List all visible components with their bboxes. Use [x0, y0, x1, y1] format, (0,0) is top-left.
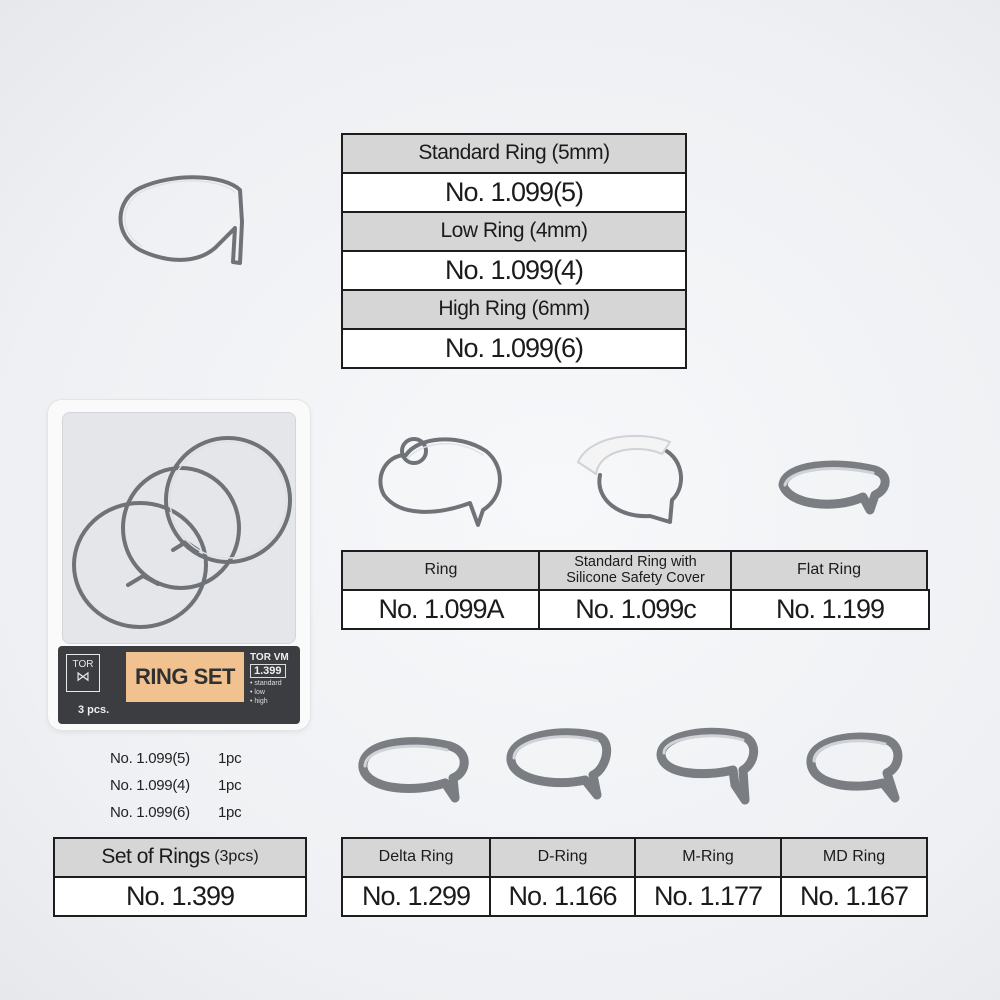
package-option-standard: • standard: [250, 680, 282, 687]
high-ring-name: High Ring (6mm): [341, 289, 687, 330]
package-count: 3 pcs.: [78, 704, 110, 716]
list-item: No. 1.099(5) 1pc: [110, 750, 242, 767]
m-ring-name: M-Ring: [634, 837, 782, 878]
ring-1099a-name: Ring: [341, 550, 541, 591]
standard-ring-code: No. 1.099(5): [341, 172, 687, 213]
tor-logo: TOR ⋈: [66, 654, 100, 692]
high-ring-code: No. 1.099(6): [341, 328, 687, 369]
flat-ring-name: Flat Ring: [730, 550, 928, 591]
package-model-num: 1.399: [250, 664, 286, 678]
package-option-low: • low: [250, 689, 265, 696]
ring-set-rings-image: [48, 400, 310, 650]
set-of-rings-code: No. 1.399: [53, 876, 307, 917]
list-item: No. 1.099(4) 1pc: [110, 777, 242, 794]
delta-ring-code: No. 1.299: [341, 876, 491, 917]
m-ring-image: [655, 725, 765, 815]
ring-1099c-name: [538, 550, 733, 591]
md-ring-image: [805, 728, 915, 818]
package-label: [58, 646, 300, 724]
ring-1099c-image: [570, 430, 700, 530]
d-ring-name: D-Ring: [489, 837, 636, 878]
set-contents-list: [110, 745, 241, 826]
d-ring-image: [505, 725, 615, 805]
delta-ring-image: [355, 728, 475, 808]
ring-1099c-name-line2: Silicone Safety Cover: [566, 569, 705, 586]
md-ring-name: MD Ring: [780, 837, 928, 878]
package-option-high: • high: [250, 698, 268, 705]
package-title: RING SET: [126, 652, 244, 702]
flat-ring-image: [775, 455, 895, 525]
m-ring-code: No. 1.177: [634, 876, 782, 917]
delta-ring-name: Delta Ring: [341, 837, 491, 878]
ring-set-package: [48, 400, 310, 730]
standard-ring-image: [115, 170, 255, 280]
ring-1099a-code: No. 1.099A: [341, 589, 541, 630]
list-item: No. 1.099(6) 1pc: [110, 804, 242, 821]
set-of-rings-name: Set of Rings (3pcs): [53, 837, 307, 878]
low-ring-name: Low Ring (4mm): [341, 211, 687, 252]
package-model-top: TOR VM: [250, 652, 289, 663]
low-ring-code: No. 1.099(4): [341, 250, 687, 291]
d-ring-code: No. 1.166: [489, 876, 636, 917]
md-ring-code: No. 1.167: [780, 876, 928, 917]
ring-1099c-name-line1: Standard Ring with: [574, 554, 697, 571]
standard-ring-name: Standard Ring (5mm): [341, 133, 687, 174]
ring-1099a-image: [378, 425, 508, 535]
flat-ring-code: No. 1.199: [730, 589, 930, 630]
ring-1099c-code: No. 1.099c: [538, 589, 733, 630]
